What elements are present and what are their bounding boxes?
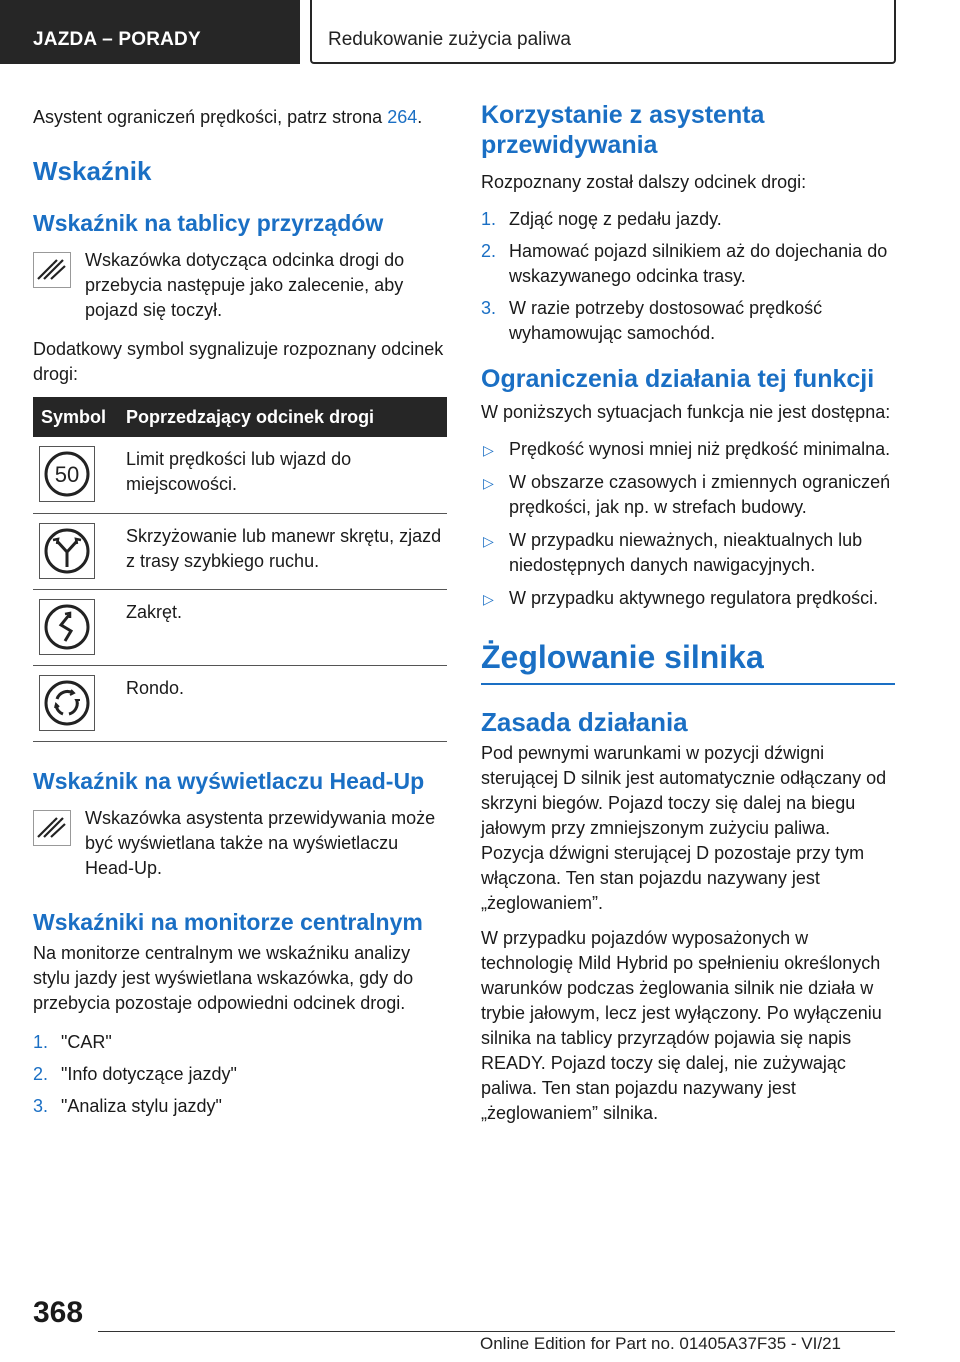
chapter-title: Redukowanie zużycia paliwa	[310, 0, 896, 64]
svg-text:50: 50	[54, 462, 80, 487]
edition-info: Online Edition for Part no. 01405A37F35 - VI/21	[480, 1334, 842, 1353]
page-number: 368	[33, 1296, 84, 1329]
table-cell-description: Limit prędkości lub wjazd do miejscowości.	[120, 437, 447, 513]
list-item: 2. Hamować pojazd silnikiem aż do dojechania do wskazywanego odcinka trasy.	[481, 241, 888, 286]
paragraph-limitations: W poniższych sytuacjach funkcja nie jest dostępna:	[481, 402, 891, 422]
page-header	[0, 0, 960, 66]
cross-reference: Asystent ograniczeń prędkości, patrz strona 264.	[33, 107, 423, 127]
note-block	[33, 806, 447, 881]
list-item: ▷ W obszarze czasowych i zmiennych ograniczeń prędkości, jak np. w strefach budowy.	[483, 472, 891, 517]
table-row	[33, 437, 447, 513]
speed-limit-50-icon	[39, 446, 95, 502]
right-column	[481, 100, 895, 1126]
junction-icon	[39, 523, 95, 579]
table-row	[33, 665, 447, 741]
paragraph-extra-symbol: Dodatkowy symbol sygnalizuje rozpoznany odcinek drogi:	[33, 339, 444, 384]
paragraph-central-monitor: Na monitorze centralnym we wskaźniku analizy stylu jazdy jest wyświetlana wskazówka, gdy do przebycia pozostaje odpowiedni odcinek drogi.	[33, 942, 414, 1013]
triangle-bullet-icon: ▷	[483, 442, 494, 458]
paragraph-recognized: Rozpoznany został dalszy odcinek drogi:	[481, 172, 807, 192]
paragraph-principle-2: W przypadku pojazdów wyposażonych w technologię Mild Hybrid po spełnieniu określonych warunków podczas żeglowania silnik nie działa w trybie jałowym, lecz jest wyłączony. Po wyłączeniu silnika na tablicy przyrządów pojawia się napis READY. Pojazd toczy się dalej, nie zużywając paliwa. Ten stan pojazdu nazywany jest „żeglowaniem” silnika.	[481, 928, 882, 1123]
table-row	[33, 513, 447, 589]
list-item: ▷ Prędkość wynosi mniej niż prędkość minimalna.	[481, 437, 895, 462]
paragraph-principle-1: Pod pewnymi warunkami w pozycji dźwigni sterującej D silnik jest automatycznie odłączany od skrzyni biegów. Pojazd toczy się dalej na biegu jałowym przy zmniejszonym zużyciu paliwa. Pozycja dźwigni sterującej D pozostaje przy tym włączona. Ten stan pojazdu nazywany jest „żeglowaniem”.	[481, 743, 887, 913]
limitations-list	[481, 437, 895, 611]
list-item: 1. "CAR"	[33, 1031, 112, 1052]
triangle-bullet-icon: ▷	[483, 475, 494, 491]
warning-note-icon	[33, 810, 71, 846]
triangle-bullet-icon: ▷	[483, 533, 494, 549]
heading-use-assistant: Korzystanie z asystenta przewidywania	[481, 101, 765, 159]
heading-principle: Zasada działania	[481, 707, 688, 737]
note-text: Wskazówka asystenta przewidywania może być wyświetlana także na wyświetlaczu Head-Up.	[85, 807, 436, 878]
heading-head-up: Wskaźnik na wyświetlaczu Head-Up	[33, 767, 425, 794]
roundabout-icon	[39, 675, 95, 731]
section-tab: JAZDA – PORADY	[0, 0, 300, 64]
triangle-bullet-icon: ▷	[483, 591, 494, 607]
symbol-table	[33, 397, 447, 742]
note-text: Wskazówka dotycząca odcinka drogi do przebycia następuje jako zalecenie, aby pojazd się toczył.	[85, 250, 405, 320]
table-header-symbol: Symbol	[33, 397, 120, 437]
heading-indicator: Wskaźnik	[33, 156, 152, 186]
warning-note-icon	[33, 252, 71, 288]
heading-central-monitor: Wskaźniki na monitorze centralnym	[33, 908, 423, 935]
menu-path-list	[33, 1030, 447, 1119]
list-item: ▷ W przypadku aktywnego regulatora prędkości.	[481, 586, 895, 611]
heading-instrument-cluster: Wskaźnik na tablicy przyrządów	[33, 210, 384, 236]
curve-icon	[39, 599, 95, 655]
list-item: 1. Zdjąć nogę z pedału jazdy.	[481, 209, 722, 229]
steps-list	[481, 207, 895, 346]
list-item: 2. "Info dotyczące jazdy"	[33, 1063, 237, 1084]
table-header-description: Poprzedzający odcinek drogi	[120, 397, 447, 437]
table-cell-description: Skrzyżowanie lub manewr skrętu, zjazd z trasy szybkiego ruchu.	[120, 513, 447, 589]
left-column	[33, 100, 447, 1126]
list-item: 3. "Analiza stylu jazdy"	[33, 1095, 222, 1116]
footer-divider	[98, 1331, 895, 1332]
table-row	[33, 589, 447, 665]
heading-coasting: Żeglowanie silnika	[481, 637, 895, 685]
table-cell-description: Rondo.	[120, 665, 447, 741]
list-item: 3. W razie potrzeby dostosować prędkość wyhamowując samochód.	[481, 298, 823, 343]
heading-limitations: Ograniczenia działania tej funkcji	[481, 365, 875, 393]
table-cell-description: Zakręt.	[120, 589, 447, 665]
note-block	[33, 248, 447, 323]
list-item: ▷ W przypadku nieważnych, nieaktualnych lub niedostępnych danych nawigacyjnych.	[483, 530, 863, 575]
page-link[interactable]: 264	[387, 107, 418, 127]
